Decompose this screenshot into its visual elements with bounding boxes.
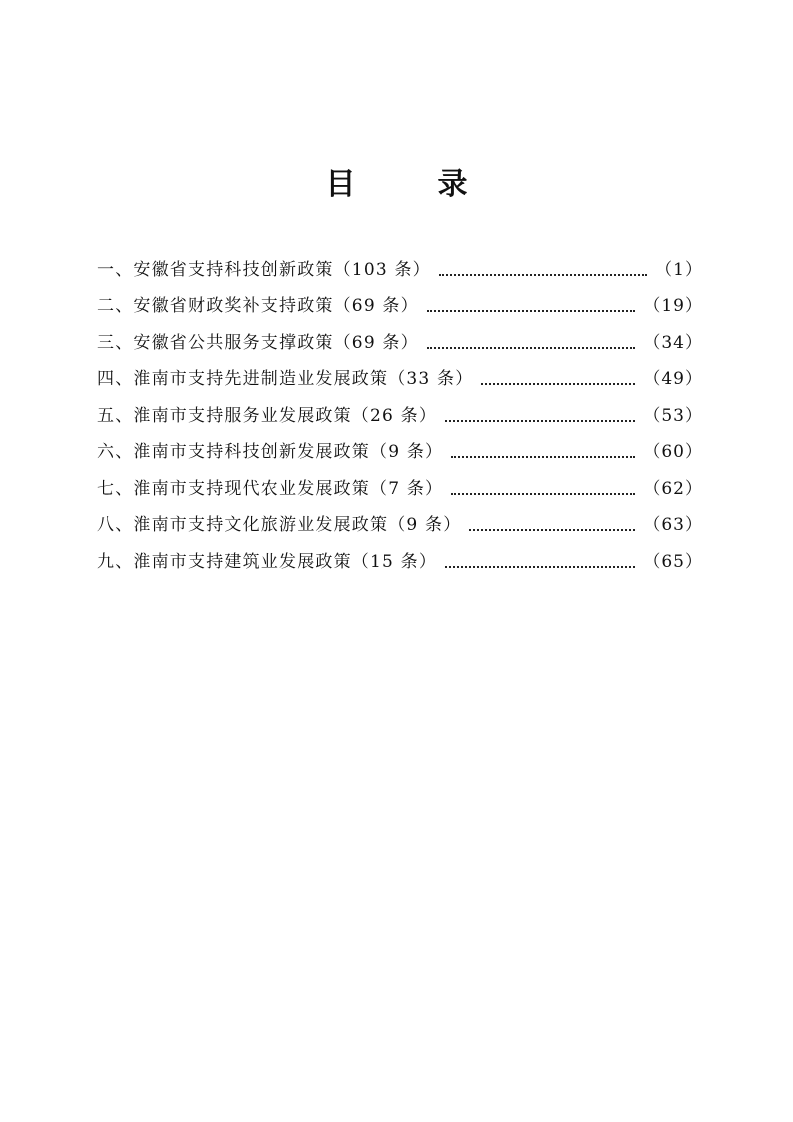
toc-entry-title: 七、淮南市支持现代农业发展政策（7 条）: [97, 478, 444, 499]
toc-page-number: （62）: [643, 478, 703, 499]
toc-page-number: （65）: [643, 551, 703, 572]
toc-page-number: （49）: [643, 369, 703, 389]
toc-entry-title: 八、淮南市支持文化旅游业发展政策（9 条）: [97, 515, 462, 535]
toc-page-number: （1）: [655, 259, 703, 280]
toc-entry-9[interactable]: [97, 536, 703, 573]
toc-entry-title: 二、安徽省财政奖补支持政策（69 条）: [97, 296, 419, 316]
toc-page-number: （63）: [643, 515, 703, 535]
dot-leader: [481, 383, 635, 385]
toc-page-number: （34）: [643, 332, 703, 353]
toc-entry-title: 五、淮南市支持服务业发展政策（26 条）: [97, 405, 438, 426]
toc-entry-1[interactable]: [97, 244, 703, 281]
dot-leader: [445, 420, 635, 422]
toc-entry-8[interactable]: [97, 500, 703, 537]
toc-entry-2[interactable]: [97, 281, 703, 318]
table-of-contents: [97, 244, 703, 573]
dot-leader: [451, 493, 635, 495]
toc-entry-7[interactable]: [97, 463, 703, 500]
toc-entry-6[interactable]: [97, 427, 703, 464]
toc-page-number: （53）: [643, 405, 703, 426]
toc-entry-5[interactable]: [97, 390, 703, 427]
dot-leader: [427, 310, 636, 312]
dot-leader: [445, 566, 635, 568]
toc-entry-3[interactable]: [97, 317, 703, 354]
toc-entry-title: 四、淮南市支持先进制造业发展政策（33 条）: [97, 369, 474, 389]
toc-page-number: （60）: [643, 442, 703, 462]
toc-entry-title: 一、安徽省支持科技创新政策（103 条）: [97, 259, 431, 280]
toc-entry-title: 六、淮南市支持科技创新发展政策（9 条）: [97, 442, 444, 462]
dot-leader: [451, 456, 635, 458]
dot-leader: [439, 274, 647, 276]
dot-leader: [469, 529, 635, 531]
toc-entry-title: 三、安徽省公共服务支撑政策（69 条）: [97, 332, 419, 353]
toc-entry-4[interactable]: [97, 354, 703, 391]
toc-page-number: （19）: [643, 296, 703, 316]
toc-entry-title: 九、淮南市支持建筑业发展政策（15 条）: [97, 551, 438, 572]
dot-leader: [427, 347, 636, 349]
page-title: 目 录: [325, 167, 494, 202]
